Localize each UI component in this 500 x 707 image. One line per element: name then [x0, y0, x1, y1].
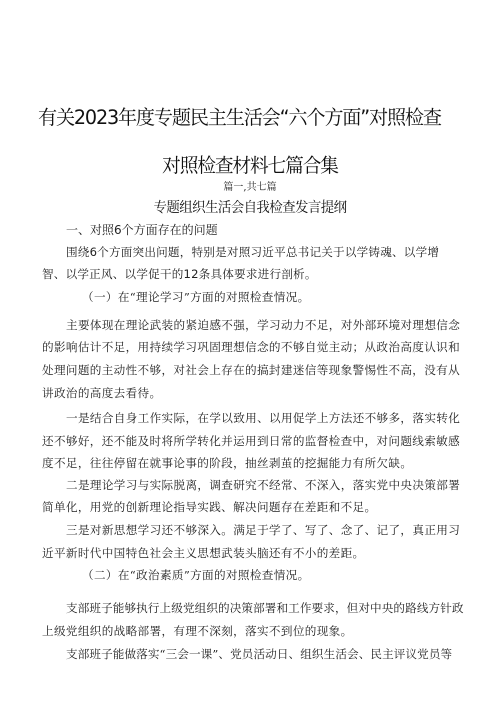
section-heading-1: 一、对照6个方面存在的问题	[66, 223, 218, 237]
paragraph-line: 围绕6个方面突出问题，特别是对照习近平总书记关于以学铸魂、以学增	[66, 245, 440, 259]
article-index-label: 篇一,共七篇	[223, 182, 277, 193]
paragraph-line: 上级党组织的战略部署，有理不深刻，落实不到位的现象。	[42, 624, 353, 638]
subsection-heading-1: （一）在“理论学习”方面的对照检查情况。	[82, 290, 310, 304]
paragraph-line: 简单化，用党的创新理论指导实践、解决问题存在差距和不足。	[42, 500, 377, 514]
paragraph-line: 支部班子能够执行上级党组织的决策部署和工作要求，但对中央的路线方针政	[66, 601, 464, 615]
paragraph-line: 主要体现在理论武装的紧迫感不强，学习动力不足，对外部环境对理想信念	[66, 318, 461, 332]
paragraph-line: 支部班子能做落实“三会一课”、党员活动日、组织生活会、民主评议党员等	[66, 647, 453, 661]
paragraph-line: 智、以学正风、以学促干的12条具体要求进行剖析。	[42, 267, 317, 281]
paragraph-line: 讲政治的高度去看待。	[42, 386, 162, 400]
subsection-heading-2: （二）在“政治素质”方面的对照检查情况。	[82, 568, 310, 582]
paragraph-line: 近平新时代中国特色社会主义思想武装头脑还有不小的差距。	[42, 546, 365, 560]
article-subtitle: 专题组织生活会自我检查发言提纲	[153, 200, 347, 216]
paragraph-line: 度不足，往往停留在就事论事的阶段，抽丝剥茧的挖掘能力有所欠缺。	[42, 456, 413, 470]
paragraph-line: 的影响估计不足，用持续学习巩固理想信念的不够自觉主动；从政治高度认识和	[42, 340, 461, 354]
paragraph-line: 三是对新思想学习还不够深入。满足于学了、写了、念了、记了，真正用习	[66, 523, 461, 537]
paragraph-line: 还不够好，还不能及时将所学转化并运用到日常的监督检查中，对问题线索敏感	[42, 434, 461, 448]
paragraph-line: 一是结合自身工作实际，在学以致用、以用促学上方法还不够多，落实转化	[66, 411, 461, 425]
paragraph-line: 处理问题的主动性不够，对社会上存在的搞封建迷信等现象警惕性不高，没有从	[42, 363, 461, 377]
document-title-line-1: 有关2023年度专题民主生活会“六个方面”对照检查	[38, 106, 441, 129]
document-title-line-2: 对照检查材料七篇合集	[162, 154, 338, 177]
paragraph-line: 二是理论学习与实际脱离，调查研究不经常、不深入，落实党中央决策部署	[66, 478, 461, 492]
